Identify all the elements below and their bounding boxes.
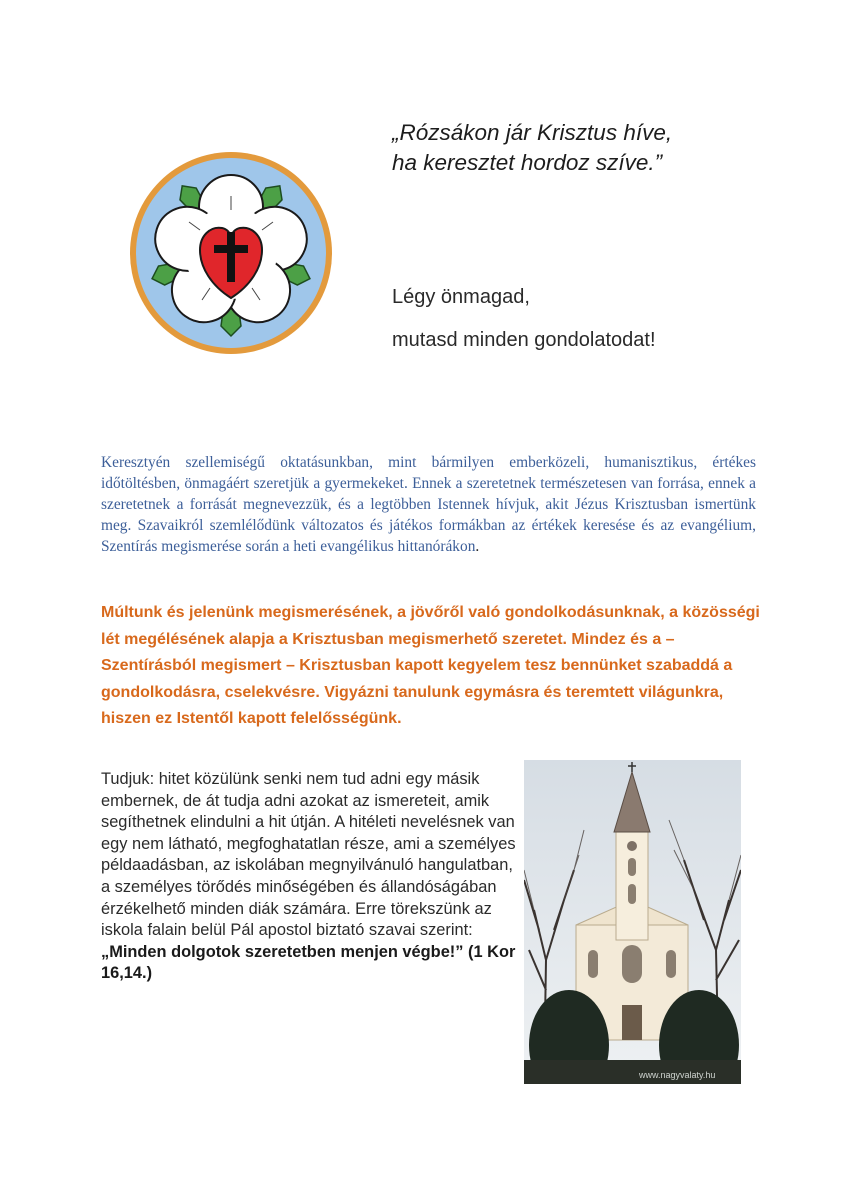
intro-tail: . <box>475 538 480 555</box>
lower-paragraph <box>101 769 521 985</box>
intro-paragraph <box>101 452 756 557</box>
church-photo <box>524 760 741 1084</box>
quote-line-1: „Rózsákon jár Krisztus híve, <box>392 120 673 145</box>
intro-text: Keresztyén szellemiségű oktatásunkban, mint bármilyen emberközeli, humanisztikus, értékes időtöltésben, önmagáért szeretjük a gyermekeket. Ennek a szeretetnek természetesen van forrása, ennek a szeretetnek a forrását megnevezzük, és a legtöbben Istennek hívjuk, akit Jézus Krisztusban ismertünk meg. Szavaikról szemlélődünk változatos és játékos formákban az értékek keresése és az evangélium, Szentírás megismerése során a heti evangélikus hittanórákon <box>101 454 756 555</box>
motto-line-2: mutasd minden gondolatodat! <box>392 329 656 351</box>
luther-rose-icon <box>128 150 334 356</box>
quote <box>392 118 832 178</box>
luther-rose-logo <box>128 150 334 356</box>
photo-watermark: www.nagyvalaty.hu <box>639 1070 716 1080</box>
motto-line-1: Légy önmagad, <box>392 286 530 308</box>
highlight-paragraph: Múltunk és jelenünk megismerésének, a jövőről való gondolkodásunknak, a közösségi lét megélésének alapja a Krisztusban megismerhető szeretet. Mindez és a – Szentírásból megismert – Krisztusban kapott kegyelem tesz bennünket szabaddá a gondolkodásra, cselekvésre. Vigyázni tanulunk egymásra és teremtett világunkra, hiszen ez Istentől kapott felelősségünk. <box>101 604 760 727</box>
bible-quote: „Minden dolgotok szeretetben menjen végbe!” (1 Kor 16,14.) <box>101 942 516 983</box>
quote-line-2: ha keresztet hordoz szíve.” <box>392 150 663 175</box>
church-photo-icon <box>524 760 741 1084</box>
lower-text: Tudjuk: hitet közülünk senki nem tud adni egy másik embernek, de át tudja adni azokat az ismereteit, amik segíthetnek elindulni a hit útján. A hitéleti nevelésnek van egy nem látható, megfoghatatlan része, ami a személyes példaadásban, az iskolában megnyilvánuló hangulatban, a személyes törődés minőségében és állandóságában érzékelhető minden diák számára. Erre törekszünk az iskola falain belül Pál apostol biztató szavai szerint: <box>101 770 516 940</box>
